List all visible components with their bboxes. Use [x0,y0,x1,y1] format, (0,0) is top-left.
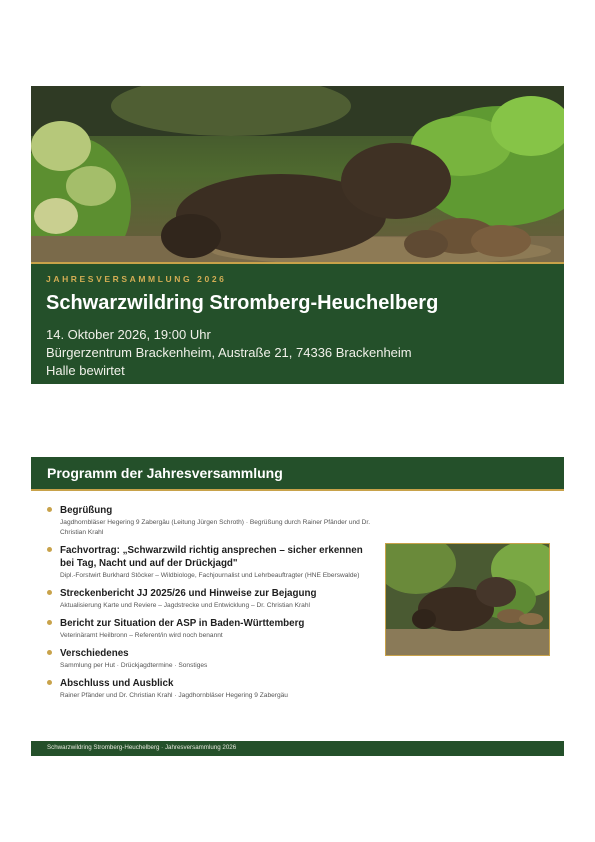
event-kicker: JAHRESVERSAMMLUNG 2026 [46,274,227,284]
hero-wild-boar-photo [31,86,564,263]
agenda-item-title: Begrüßung [60,505,113,516]
bullet-icon [47,547,52,552]
bullet-icon [47,620,52,625]
agenda-item-details: Aktualisierung Karte und Reviere – Jagdstrecke und Entwicklung – Dr. Christian Krahl [60,602,310,609]
agenda-item-details: Dipl.-Forstwirt Burkhard Stöcker – Wildbiologe, Fachjournalist und Lehrbeauftragter (HNE Eberswalde) [60,572,360,579]
agenda-item [48,587,378,611]
program-heading: Programm der Jahresversammlung [47,465,283,481]
agenda-item-details: Sammlung per Hut · Drückjagdtermine · Sonstiges [60,662,208,669]
agenda-item [48,544,378,581]
program-header [31,457,564,490]
agenda-item [48,647,378,671]
program-divider [31,489,564,491]
agenda-item-details: Rainer Pfänder und Dr. Christian Krahl · Jagdhornbläser Hegering 9 Zabergäu [60,692,288,699]
agenda-item-title: Abschluss und Ausblick [60,678,174,689]
agenda-item-details: Jagdhornbläser Hegering 9 Zabergäu (Leitung Jürgen Schroth) · Begrüßung durch Rainer Pfänder und Dr. Christian Krahl [60,519,371,536]
bullet-icon [47,650,52,655]
hero-banner [31,264,564,384]
side-wild-boar-photo [385,543,550,656]
page-footer [31,741,564,756]
bullet-icon [47,590,52,595]
event-venue: Bürgerzentrum Brackenheim, Austraße 21, 74336 Brackenheim [46,345,412,360]
event-catering: Halle bewirtet [46,363,125,378]
footer-text: Schwarzwildring Stromberg-Heuchelberg · Jahresversammlung 2026 [47,744,237,751]
bullet-icon [47,507,52,512]
bullet-icon [47,680,52,685]
event-date: 14. Oktober 2026, 19:00 Uhr [46,327,211,342]
agenda-item [48,504,378,538]
page-title: Schwarzwildring Stromberg-Heuchelberg [46,292,439,314]
agenda-item-title: Streckenbericht JJ 2025/26 und Hinweise zur Bejagung [60,588,317,599]
agenda-item-details: Veterinäramt Heilbronn – Referent/in wird noch benannt [60,632,223,639]
agenda-item [48,677,378,701]
agenda-item-title: Verschiedenes [60,648,129,659]
agenda-item-title: Fachvortrag: „Schwarzwild richtig ansprechen – sicher erkennen bei Tag, Nacht und auf der Drückjagd" [60,545,363,569]
agenda-item-title: Bericht zur Situation der ASP in Baden-Württemberg [60,618,305,629]
agenda-item [48,617,378,641]
agenda-list [48,504,378,707]
